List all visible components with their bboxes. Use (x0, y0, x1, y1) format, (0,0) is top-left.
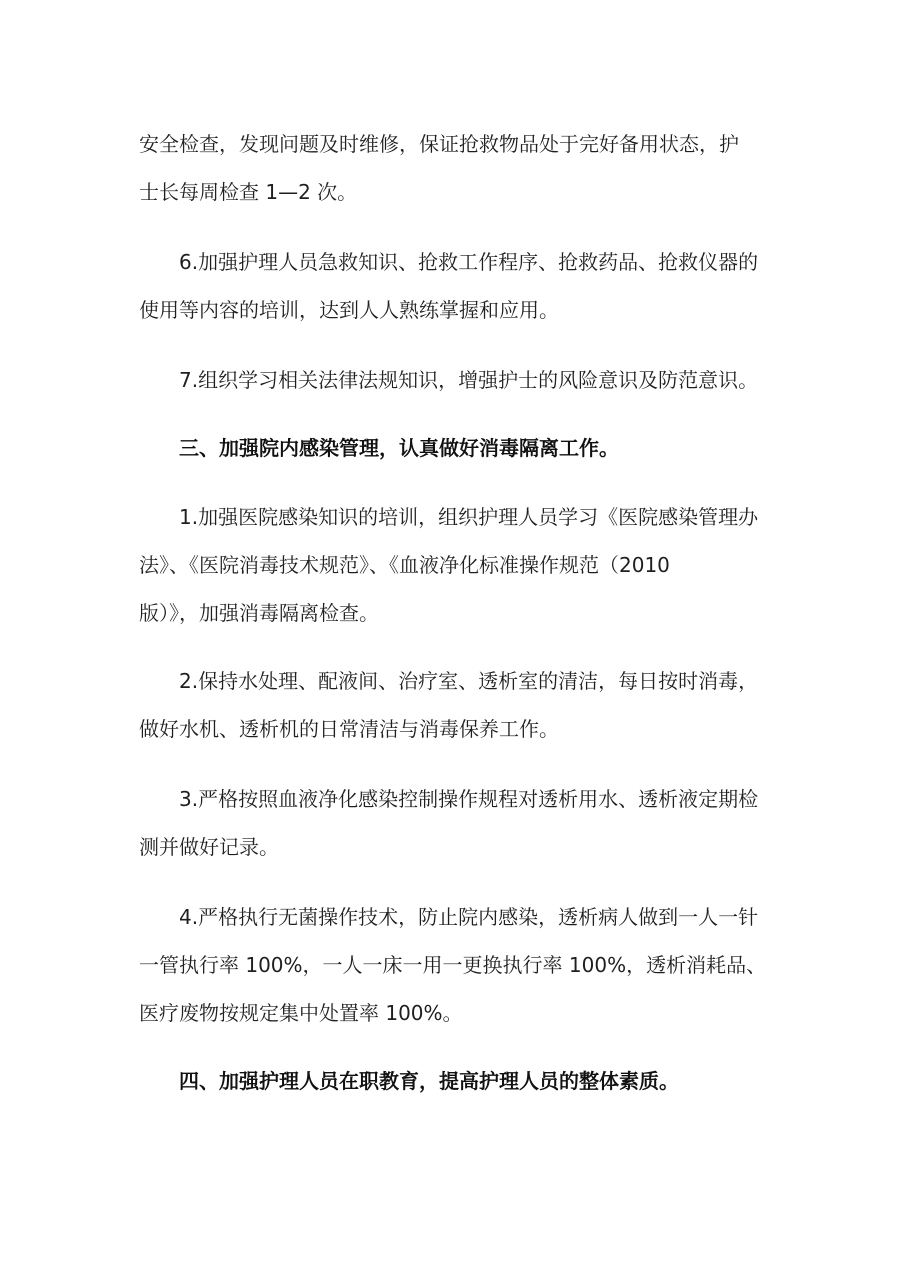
paragraph (139, 893, 777, 1037)
text-line: 测并做好记录。 (139, 835, 279, 859)
text-line: 1.加强医院感染知识的培训，组织护理人员学习《医院感染管理办 (179, 505, 759, 529)
text-line: 版）》，加强消毒隔离检查。 (139, 601, 379, 625)
text-line: 一管执行率 100%，一人一床一用一更换执行率 100%，透析消耗品、 (139, 953, 767, 977)
paragraph (139, 657, 777, 753)
paragraph (139, 493, 777, 637)
paragraph (139, 356, 777, 404)
text-line: 7.组织学习相关法律法规知识，增强护士的风险意识及防范意识。 (179, 368, 759, 392)
text-line: 医疗废物按规定集中处置率 100%。 (139, 1001, 463, 1025)
text-line: 做好水机、透析机的日常清洁与消毒保养工作。 (139, 717, 559, 741)
text-line: 2.保持水处理、配液间、治疗室、透析室的清洁，每日按时消毒， (179, 669, 759, 693)
heading-line: 四、加强护理人员在职教育，提高护理人员的整体素质。 (179, 1069, 679, 1093)
text-line: 士长每周检查 1—2 次。 (139, 180, 358, 204)
heading-line: 三、加强院内感染管理，认真做好消毒隔离工作。 (179, 436, 619, 460)
text-line: 4.严格执行无菌操作技术，防止院内感染，透析病人做到一人一针 (179, 905, 759, 929)
text-line: 安全检查，发现问题及时维修，保证抢救物品处于完好备用状态，护 (139, 132, 739, 156)
paragraph (139, 120, 777, 216)
text-line: 6.加强护理人员急救知识、抢救工作程序、抢救药品、抢救仪器的 (179, 250, 759, 274)
section-heading (139, 424, 777, 472)
text-line: 3.严格按照血液净化感染控制操作规程对透析用水、透析液定期检 (179, 787, 759, 811)
paragraph (139, 238, 777, 334)
text-line: 使用等内容的培训，达到人人熟练掌握和应用。 (139, 298, 559, 322)
paragraph (139, 775, 777, 871)
text-line: 法》、《医院消毒技术规范》、《血液净化标准操作规范（2010 (139, 553, 670, 577)
section-heading (139, 1057, 777, 1105)
